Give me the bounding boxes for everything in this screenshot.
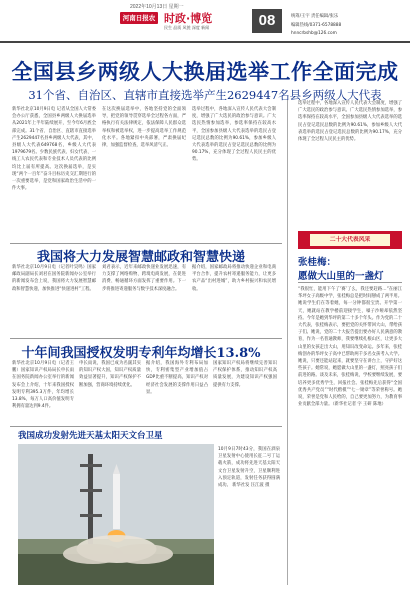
email-line: hnncrbshb@126.com <box>291 31 337 36</box>
divider-rule <box>10 426 282 427</box>
top-rule <box>0 41 410 43</box>
divider-rule <box>10 243 282 244</box>
story3-column-4: 国家知识产权局将继续完善知识产权保护体系，推动知识产权高质量发展，为建设知识产权强国提供有力支撑。 <box>213 361 277 388</box>
lead-deck: 31个省、自治区、直辖市直接选举产生2629447名县乡两级人大代表 <box>28 88 382 102</box>
column-badge <box>298 231 402 249</box>
divider-rule <box>10 338 282 339</box>
rocket-launch-illustration <box>18 444 214 585</box>
editor-info <box>291 13 341 39</box>
section-title <box>164 10 212 26</box>
rocket-launch-photo <box>18 444 214 585</box>
lead-headline: 全国县乡两级人大换届选举工作全面完成 <box>11 59 399 84</box>
section-name-part2: 博览 <box>190 12 213 25</box>
story3-headline: 十年间我国授权发明专利年均增长13.8% <box>21 346 261 361</box>
story3-column-3: 据介绍，我国海外专利布局加快，专利密集型产业增加值占GDP比重不断提高，知识产权对经济社会发展的支撑作用日益凸显。 <box>146 361 208 395</box>
badge-label: 二十大代表风采 <box>310 234 390 246</box>
newspaper-logo: 河南日报农村 <box>120 12 158 24</box>
story2-column-2: 刘君表示，近年来邮政快递业发展迅速，有力支撑了网络购物、跨境电商发展，在促进消费、畅通循环方面发挥了重要作用。下一步将推进寄递服务与数字技术深度融合。 <box>102 265 186 292</box>
side-body: “我很忙，能用下午了‘赛’了么，我还要赶路…”在丽江华坪女子高级中学，张桂梅总是把时间掰成了两半用。她说学生们在等着她，每一分钟都很宝贵。开学第一天，她就站在教学楼前迎接学生，嗓子沙哑却依然坚持。今年是她到华坪的第二十多个年头。作为党的二十大代表，张桂梅表示，要把党的关怀带回大山，带给孩子们。她说，党的二十大报告提出要办好人民满意的教育，作为一名普通教师，我要继续扎根山区，让更多大山里的女孩走出大山，用知识改变命运。多年来，张桂梅创办的华坪女子高中已帮助两千多名女孩考入大学。她说，只要还能站起来，就要坚守在讲台上，守护好这些孩子。她常说，她愿做大山里的一盏灯，照亮孩子们前进的路。谈及未来，张桂梅说，学校要继续发展，要培养更多优秀学生，回报社会。张桂梅先后获得“全国优秀共产党员”“时代楷模”“七一勋章”等荣誉称号。她说，荣誉是党和人民给的，自己要更加努力，为教育事业贡献全部力量。（新华社记者 字 王研 陈地） <box>298 287 402 408</box>
contact-line: 编辑热线/0371-6578888 <box>291 22 342 28</box>
editor-line: 统筹/王宇 责任编辑/张乐 <box>291 14 339 19</box>
photo-caption: 10月9日7时43分，我国在酒泉卫星发射中心使用长征二号丁运载火箭，成功将先进天基太阳天文台卫星发射升空，卫星顺利进入预定轨道，发射任务获得圆满成功。 新华社发 汪江波 摄 <box>218 447 280 489</box>
lead-column-3: 选举过程中，各地深入宣传人民代表大会制度，增强了广大选民的政治参与意识。广大选民热情参加选举，参选率保持在较高水平，全国参加县级人大代表选举的选民占登记选民总数的比例为90.61%，参加乡级人大代表选举的选民占登记选民总数的比例为90.17%，充分体现了全过程人民民主的优势。 <box>192 107 276 163</box>
masthead <box>0 0 410 44</box>
side-author: 张桂梅： <box>298 257 337 268</box>
photo-headline: 我国成功发射先进天基太阳天文台卫星 <box>18 431 163 441</box>
story3-column-2: 申长雨说，我国已成为名副其实的知识产权大国，知识产权质量效益显著提升，知识产权保护不断加强，营商环境持续优化。 <box>79 361 141 388</box>
story2-headline: 我国将大力发展智慧邮政和智慧快递 <box>36 250 245 265</box>
story2-column-3: 据介绍，国家邮政局将推动快递企业和电商平台合作，提升农村寄递服务能力，让更多农产品“出村进城”，助力乡村振兴和农民增收。 <box>192 265 276 292</box>
section-name-part1: 时政 <box>164 12 186 25</box>
side-top-text-block <box>298 100 402 228</box>
side-top-text: 选举过程中，各地深入宣传人民代表大会制度，增强了广大选民的政治参与意识。广大选民热情参加选举，参选率保持在较高水平，全国参加县级人大代表选举的选民占登记选民总数的比例为90.61%，参加乡级人大代表选举的选民占登记选民总数的比例为90.17%，充分体现了全过程人民民主的优势。 <box>298 101 402 143</box>
section-dot: · <box>186 12 191 25</box>
side-title: 愿做大山里的一盏灯 <box>298 271 384 282</box>
lead-column-1: 新华社北京10月9日电 记者从全国人大常委会办公厅获悉，全国县乡两级人大换届选举从2021年上半年陆续展开，至今年6月底全部完成。31个省、自治区、直辖市直接选举产生2629447名县乡两级人大代表，其中，县级人大代表649768名，乡级人大代表1979679名。少数民族代表、妇女代表、一线工人农民代表和专业技术人员代表的比例均比上届有所提高。这次换届选举，是实现“两个一百年”奋斗目标历史交汇期进行的一次重要选举，是党和国家政治生活中的一件大事。 <box>12 107 96 192</box>
side-rule <box>298 282 402 283</box>
section-subtitle: 民生 品质 风貌 深度 新闻 <box>164 25 210 30</box>
story3-column-1: 新华社北京10月9日电（记者王鹏）国家知识产权局局长申长雨在国务院新闻办公室举行的新闻发布会上介绍，十年来我国授权发明专利395.3万件，年均增长13.8%，每万人口高价值发明专利拥有量达到9.4件。 <box>12 361 74 410</box>
lead-column-2: 在这次换届选举中，各地坚持党的全面领导，把党的领导贯穿选举全过程各方面，严格执行有关法律规定，依法保障人民群众选举权和被选举权，进一步提高选举工作规范化水平。各地紧扣中央部署，严肃换届纪律，加强监督检查，选举风清气正。 <box>102 107 186 149</box>
date-line: 2022年10月13日 星期一 <box>130 4 184 10</box>
story2-column-1: 新华社北京10月9日电（记者叶昊鸣）国家邮政局副局长刘君在国务院新闻办公室举行的新闻发布会上说，我国将大力发展智慧邮政和智慧快递，加快推进“快递进村”工程。 <box>12 265 96 292</box>
page-number: 08 <box>252 9 282 33</box>
